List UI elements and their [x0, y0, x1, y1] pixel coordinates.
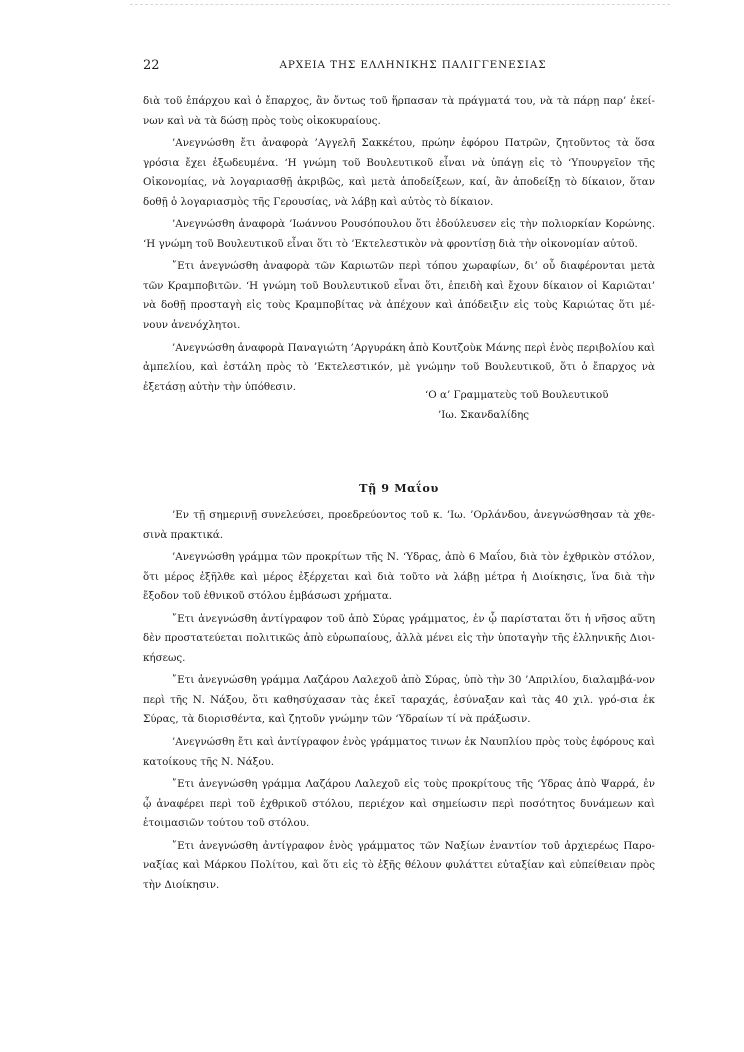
signature-title: ‘Ο α’ Γραμματεὺς τοῦ Βουλευτικοῦ — [425, 389, 609, 401]
paragraph: διὰ τοῦ ἐπάρχου καὶ ὁ ἔπαρχος, ἂν ὄντως τοῦ ἥρπασαν τὰ πράγματά του, νὰ τὰ πάρῃ παρ’ ἐκεί-νων καὶ νὰ τὰ δώσῃ πρὸς τοὺς οἰκοκυραίους. — [143, 95, 655, 127]
paragraph: ’Ανεγνώσθη ἔτι καὶ ἀντίγραφον ἑνὸς γράμματος τινων ἐκ Ναυπλίου πρὸς τοὺς ἐφόρους καὶ κατοίκους τῆς Ν. Νάξου. — [143, 736, 655, 768]
signature-block — [425, 386, 685, 425]
paragraph: ῎Ετι ἀνεγνώσθη ἀντίγραφον ἑνὸς γράμματος τῶν Ναξίων ἐναντίον τοῦ ἀρχιερέως Παρο-ναξίας καὶ Μάρκου Πολίτου, καὶ ὅτι εἰς τὸ ἑξῆς θέλουν φυλάττει εὐταξίαν καὶ εὐπείθειαν πρὸς τὴν Διοίκησιν. — [143, 839, 655, 891]
paragraph: ῎Ετι ἀνεγνώσθη γράμμα Λαζάρου Λαλεχοῦ ἀπὸ Σύρας, ὑπὸ τὴν 30 ’Απριλίου, διαλαμβά-νον περὶ τῆς Ν. Νάξου, ὅτι καθησύχασαν τὰς ἐκεῖ ταραχάς, ἐσύναξαν καὶ τὰς 40 χιλ. γρό-σια ἐκ Σύρας, τὰ διορισθέντα, καὶ ζητοῦν γνώμην τῶν ‘Υδραίων τί νὰ πράξωσιν. — [143, 674, 655, 726]
paragraph: ῎Ετι ἀνεγνώσθη ἀναφορὰ τῶν Καριωτῶν περὶ τόπου χωραφίων, δι’ οὗ διαφέρονται μετὰ τῶν Κραμποβιτῶν. ‘Η γνώμη τοῦ Βουλευτικοῦ εἶναι ὅτι, ἐπειδὴ καὶ ἔχουν δίκαιον οἱ Καριῶται’ νὰ δοθῇ προσταγὴ εἰς τοὺς Κραμποβίτας νὰ ἀπέχουν καὶ ἀπόδειξιν εἰς τοὺς Καριώτας ὅτι μέ-νουν ἀνενόχλητοι. — [143, 260, 655, 332]
page-header — [143, 58, 655, 78]
date-heading: Τῇ 9 Μαΐου — [359, 481, 439, 495]
running-head: ΑΡΧΕΙΑ ΤΗΣ ΕΛΛΗΝΙΚΗΣ ΠΑΛΙΓΓΕΝΕΣΙΑΣ — [279, 59, 547, 71]
page-number: 22 — [143, 58, 160, 73]
section-2-body — [143, 506, 655, 898]
paragraph: ῎Ετι ἀνεγνώσθη γράμμα Λαζάρου Λαλεχοῦ εἰς τοὺς προκρίτους τῆς ‘Υδρας ἀπὸ Ψαρρά, ἐν ᾧ ἀναφέρει περὶ τοῦ ἐχθρικοῦ στόλου, περιέχον καὶ σημείωσιν περὶ ποσότητος δυνάμεων καὶ ἑτοιμασιῶν τούτου τοῦ στόλου. — [143, 778, 655, 830]
signature-name: ’Ιω. Σκανδαλίδης — [438, 408, 530, 421]
section-1-body — [143, 92, 655, 400]
paragraph: ’Ανεγνώσθη ἔτι ἀναφορὰ ’Αγγελῆ Σακκέτου, πρώην ἐφόρου Πατρῶν, ζητοῦντος τὰ ὅσα γρόσια ἔχει ἐξωδευμένα. ‘Η γνώμη τοῦ Βουλευτικοῦ εἶναι νὰ ὑπάγῃ εἰς τὸ ‘Υπουργεῖον τῆς Οἰκονομίας, νὰ λογαριασθῇ ἀκριβῶς, καὶ μετὰ ἀποδείξεων, καί, ἂν ἀποδείξῃ τὸ δίκαιον, ὅταν δοθῇ ὁ λογαριασμὸς τῆς Γερουσίας, νὰ λάβῃ καὶ αὐτὸς τὸ δίκαιον. — [143, 137, 655, 208]
paragraph: ’Εν τῇ σημερινῇ συνελεύσει, προεδρεύοντος τοῦ κ. ’Ιω. ’Ορλάνδου, ἀνεγνώσθησαν τὰ χθε-σινὰ πρακτικά. — [143, 509, 655, 541]
paragraph: ’Ανεγνώσθη γράμμα τῶν προκρίτων τῆς Ν. ‘Υδρας, ἀπὸ 6 Μαΐου, διὰ τὸν ἐχθρικὸν στόλον, ὅτι μέρος ἐξῆλθε καὶ μέρος ἐξέρχεται καὶ διὰ τοῦτο νὰ λάβῃ μέτρα ἡ Διοίκησις, ἵνα διὰ τὴν ἔξοδον τοῦ ἐθνικοῦ στόλου ἐμβάσωσι χρήματα. — [143, 551, 655, 603]
paragraph: ῎Ετι ἀνεγνώσθη ἀντίγραφον τοῦ ἀπὸ Σύρας γράμματος, ἐν ᾧ παρίσταται ὅτι ἡ νῆσος αὕτη δὲν προστατεύεται πολιτικῶς ἀπὸ εὐρωπαίους, ἀλλὰ μένει εἰς τὴν ὑποταγὴν τῆς ἑλληνικῆς Διοι-κήσεως. — [143, 612, 655, 664]
scan-edge-line — [130, 4, 670, 5]
paragraph: ’Ανεγνώσθη ἀναφορὰ Παναγιώτη ’Αργυράκη ἀπὸ Κουτζοὺκ Μάνης περὶ ἑνὸς περιβολίου καὶ ἀμπελίου, καὶ ἐστάλη πρὸς τὸ ’Εκτελεστικόν, μὲ γνώμην τοῦ Βουλευτικοῦ, ὅτι ὁ ἔπαρχος νὰ ἐξετάσῃ αὐτὴν τὴν ὑπόθεσιν. — [143, 341, 655, 393]
paragraph: ’Ανεγνώσθη ἀναφορὰ ’Ιωάννου Ρουσόπουλου ὅτι ἐδούλευσεν εἰς τὴν πολιορκίαν Κορώνης. ‘Η γνώμη τοῦ Βουλευτικοῦ εἶναι ὅτι τὸ ’Εκτελεστικὸν νὰ φροντίσῃ διὰ τὴν οἰκονομίαν αὐτοῦ. — [143, 218, 655, 250]
